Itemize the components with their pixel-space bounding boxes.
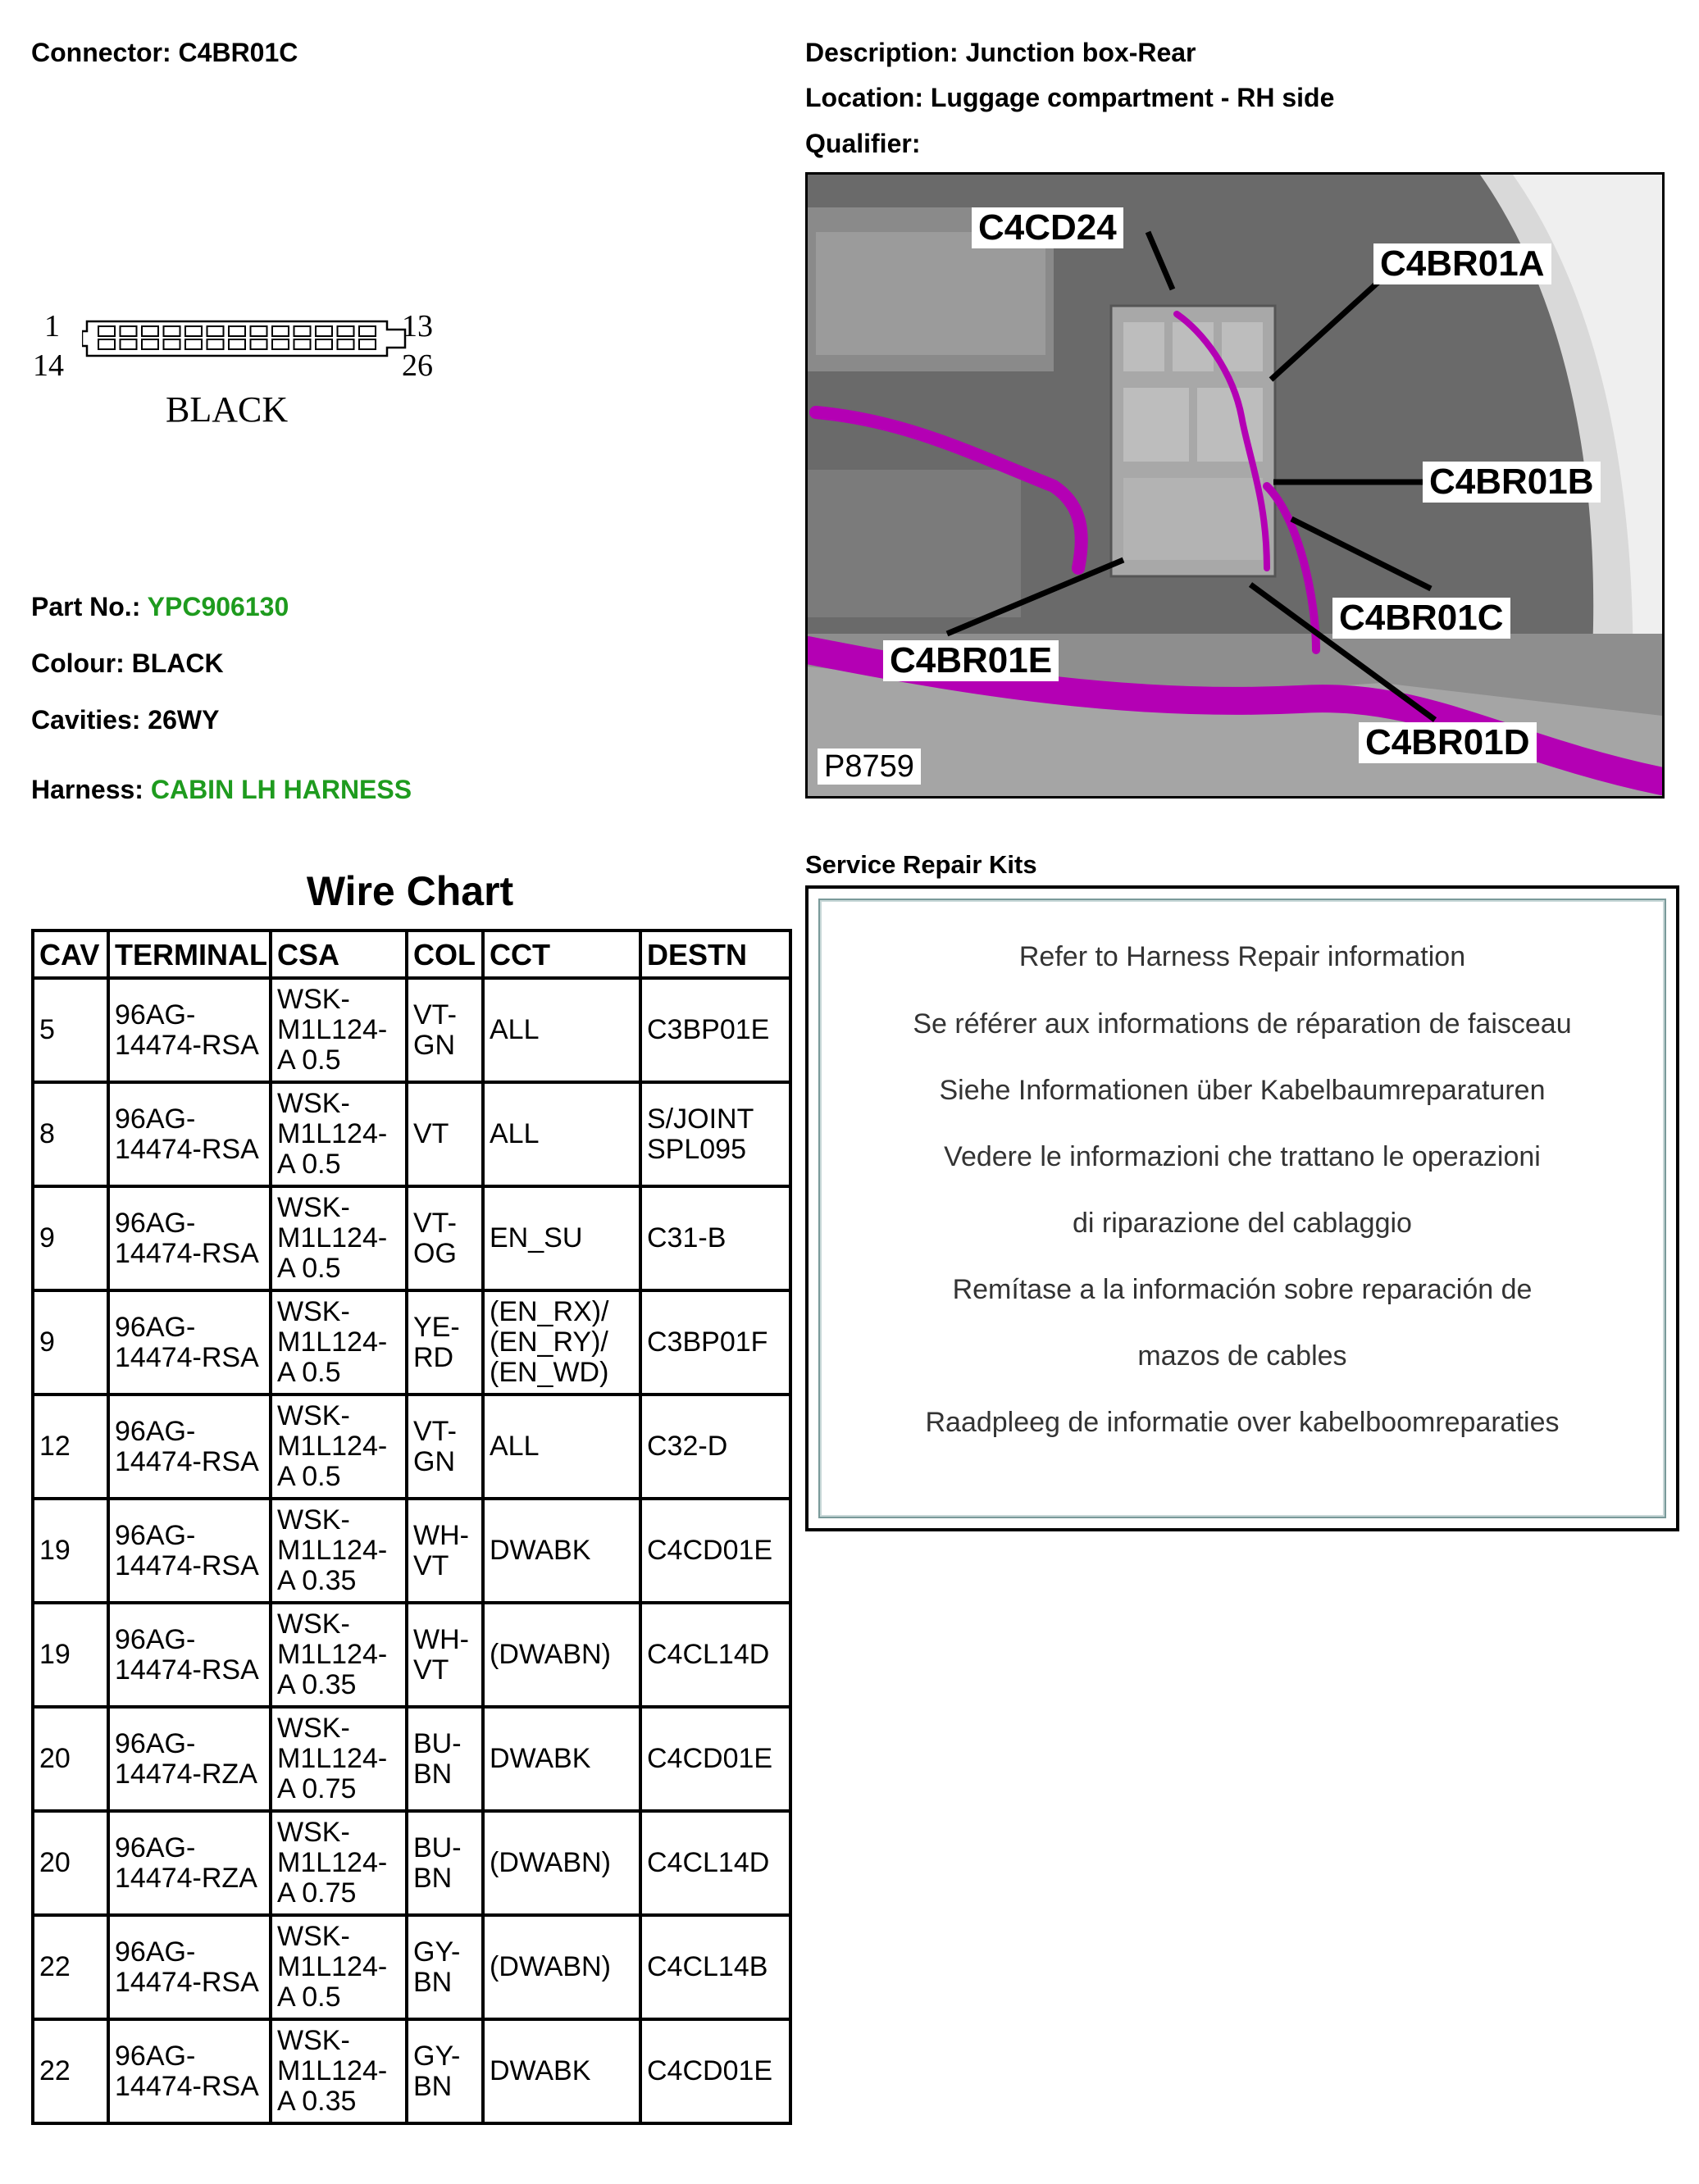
cell-cct: ALL <box>483 978 640 1082</box>
kit-line-de: Siehe Informationen über Kabelbaumreparaturen <box>939 1075 1546 1106</box>
photo-reference: P8759 <box>818 748 921 785</box>
connector-cavity <box>229 339 245 349</box>
cavities <box>31 705 219 735</box>
cell-csa: WSK- M1L124- A 0.75 <box>271 1811 407 1915</box>
connector-cavity <box>164 339 180 349</box>
part-label: Part No.: <box>31 592 141 621</box>
connector-label: Connector: <box>31 38 171 67</box>
service-repair-kits-box <box>805 885 1679 1531</box>
col-header-csa: CSA <box>271 930 407 978</box>
cell-cav: 8 <box>33 1082 108 1186</box>
kit-line-it-1: Vedere le informazioni che trattano le operazioni <box>944 1141 1541 1172</box>
cell-terminal: 96AG- 14474-RSA <box>108 1603 271 1707</box>
table-row <box>33 1290 790 1395</box>
wire-chart-table <box>31 929 792 2125</box>
cell-destn: C4CL14D <box>640 1603 790 1707</box>
cell-cct: ALL <box>483 1082 640 1186</box>
cell-cav: 5 <box>33 978 108 1082</box>
cell-terminal: 96AG- 14474-RSA <box>108 2019 271 2123</box>
connector-cavity <box>185 326 202 336</box>
connector-cavity <box>359 326 376 336</box>
cell-cav: 19 <box>33 1499 108 1603</box>
cell-terminal: 96AG- 14474-RSA <box>108 1499 271 1603</box>
connector-cavity <box>121 326 137 336</box>
cell-cct: ALL <box>483 1395 640 1499</box>
connector-cavity <box>359 339 376 349</box>
cell-terminal: 96AG- 14474-RSA <box>108 1915 271 2019</box>
cell-terminal: 96AG- 14474-RSA <box>108 1395 271 1499</box>
cell-cav: 20 <box>33 1707 108 1811</box>
cell-terminal: 96AG- 14474-RZA <box>108 1811 271 1915</box>
cell-terminal: 96AG- 14474-RZA <box>108 1707 271 1811</box>
cavities-value: 26WY <box>148 705 220 735</box>
colour-label: Colour: <box>31 648 125 678</box>
connector-cavity <box>98 326 115 336</box>
cell-cct: (EN_RX)/ (EN_RY)/ (EN_WD) <box>483 1290 640 1395</box>
cell-col: VT- GN <box>407 1395 483 1499</box>
cell-csa: WSK- M1L124- A 0.5 <box>271 1186 407 1290</box>
cell-cav: 12 <box>33 1395 108 1499</box>
harness-link[interactable]: CABIN LH HARNESS <box>150 775 412 804</box>
pin-label-13: 13 <box>402 309 433 344</box>
table-row <box>33 1186 790 1290</box>
service-repair-kits-panel <box>818 899 1666 1518</box>
part-number-link[interactable]: YPC906130 <box>147 592 289 621</box>
cell-cav: 19 <box>33 1603 108 1707</box>
connector-cavity <box>272 326 289 336</box>
location-value: Luggage compartment - RH side <box>930 83 1335 112</box>
cell-col: BU- BN <box>407 1811 483 1915</box>
cell-col: VT <box>407 1082 483 1186</box>
connector-cavity <box>121 339 137 349</box>
harness-label: Harness: <box>31 775 143 804</box>
callout-c4br01e: C4BR01E <box>883 640 1059 681</box>
cell-destn: C3BP01F <box>640 1290 790 1395</box>
cell-cct: DWABK <box>483 1499 640 1603</box>
connector-cavity <box>294 339 311 349</box>
cell-cav: 9 <box>33 1186 108 1290</box>
cell-cct: (DWABN) <box>483 1811 640 1915</box>
connector-value: C4BR01C <box>178 38 298 67</box>
cell-col: VT- OG <box>407 1186 483 1290</box>
col-header-destn: DESTN <box>640 930 790 978</box>
cell-cct: DWABK <box>483 1707 640 1811</box>
cell-csa: WSK- M1L124- A 0.35 <box>271 1499 407 1603</box>
table-row <box>33 1603 790 1707</box>
colour <box>31 648 224 679</box>
connector-cavity <box>142 326 158 336</box>
cell-destn: C4CD01E <box>640 2019 790 2123</box>
cell-col: WH- VT <box>407 1603 483 1707</box>
connector-cavity <box>294 326 311 336</box>
connector-cavity <box>338 339 354 349</box>
wire-chart-header-row <box>33 930 790 978</box>
cell-col: YE- RD <box>407 1290 483 1395</box>
cell-csa: WSK- M1L124- A 0.5 <box>271 1395 407 1499</box>
cell-csa: WSK- M1L124- A 0.35 <box>271 2019 407 2123</box>
kit-line-fr: Se référer aux informations de réparation de faisceau <box>913 1008 1572 1040</box>
service-repair-kits-title: Service Repair Kits <box>805 850 1037 879</box>
table-row <box>33 1395 790 1499</box>
cell-destn: C3BP01E <box>640 978 790 1082</box>
connector-cavity <box>272 339 289 349</box>
cell-col: WH- VT <box>407 1499 483 1603</box>
connector-id <box>31 38 298 68</box>
cell-terminal: 96AG- 14474-RSA <box>108 978 271 1082</box>
kit-line-es-2: mazos de cables <box>1137 1340 1347 1372</box>
table-row <box>33 978 790 1082</box>
table-row <box>33 1499 790 1603</box>
col-header-cav: CAV <box>33 930 108 978</box>
location-label: Location: <box>805 83 923 112</box>
connector-diagram <box>33 310 459 441</box>
col-header-col: COL <box>407 930 483 978</box>
cell-col: BU- BN <box>407 1707 483 1811</box>
cell-csa: WSK- M1L124- A 0.5 <box>271 1082 407 1186</box>
kit-line-en: Refer to Harness Repair information <box>1018 941 1466 972</box>
description <box>805 38 1196 68</box>
cell-terminal: 96AG- 14474-RSA <box>108 1186 271 1290</box>
pin-label-14: 14 <box>33 348 64 383</box>
pin-label-26: 26 <box>402 348 433 383</box>
callout-c4br01c: C4BR01C <box>1332 598 1510 639</box>
connector-color-label: BLACK <box>166 389 289 430</box>
qualifier <box>805 129 920 159</box>
connector-cavity <box>98 339 115 349</box>
cell-csa: WSK- M1L124- A 0.35 <box>271 1603 407 1707</box>
cell-destn: C31-B <box>640 1186 790 1290</box>
connector-cavity <box>207 326 224 336</box>
cavities-label: Cavities: <box>31 705 141 735</box>
cell-terminal: 96AG- 14474-RSA <box>108 1290 271 1395</box>
cell-destn: S/JOINT SPL095 <box>640 1082 790 1186</box>
part-number <box>31 592 289 622</box>
connector-cavity <box>185 339 202 349</box>
callout-c4br01b: C4BR01B <box>1423 462 1601 503</box>
cell-csa: WSK- M1L124- A 0.5 <box>271 978 407 1082</box>
table-row <box>33 1082 790 1186</box>
cell-destn: C4CL14D <box>640 1811 790 1915</box>
qualifier-label: Qualifier: <box>805 129 921 158</box>
table-row <box>33 1915 790 2019</box>
wire-chart-title: Wire Chart <box>306 868 514 914</box>
kit-line-nl: Raadpleeg de informatie over kabelboomreparaties <box>925 1407 1560 1438</box>
cell-cct: (DWABN) <box>483 1603 640 1707</box>
connector-cavity <box>142 339 158 349</box>
connector-cavity <box>251 339 267 349</box>
description-label: Description: <box>805 38 959 67</box>
connector-cavity <box>316 326 332 336</box>
harness <box>31 775 412 805</box>
cell-destn: C4CD01E <box>640 1499 790 1603</box>
callout-c4br01d: C4BR01D <box>1359 722 1537 763</box>
table-row <box>33 2019 790 2123</box>
connector-cavity <box>207 339 224 349</box>
callout-c4cd24: C4CD24 <box>972 207 1123 248</box>
cell-cct: (DWABN) <box>483 1915 640 2019</box>
cell-cav: 20 <box>33 1811 108 1915</box>
location <box>805 83 1334 113</box>
cell-destn: C32-D <box>640 1395 790 1499</box>
cell-col: GY- BN <box>407 2019 483 2123</box>
table-row <box>33 1707 790 1811</box>
location-photo <box>805 172 1665 799</box>
col-header-cct: CCT <box>483 930 640 978</box>
cell-terminal: 96AG- 14474-RSA <box>108 1082 271 1186</box>
col-header-terminal: TERMINAL <box>108 930 271 978</box>
connector-cavity <box>316 339 332 349</box>
connector-cavity <box>164 326 180 336</box>
connector-cavity <box>251 326 267 336</box>
cell-csa: WSK- M1L124- A 0.5 <box>271 1290 407 1395</box>
colour-value: BLACK <box>131 648 224 678</box>
cell-destn: C4CD01E <box>640 1707 790 1811</box>
connector-housing-shape <box>82 318 410 359</box>
pin-label-1: 1 <box>44 309 60 344</box>
cell-cav: 22 <box>33 1915 108 2019</box>
callout-c4br01a: C4BR01A <box>1373 243 1551 284</box>
table-row <box>33 1811 790 1915</box>
cell-destn: C4CL14B <box>640 1915 790 2019</box>
cell-cct: EN_SU <box>483 1186 640 1290</box>
cell-csa: WSK- M1L124- A 0.5 <box>271 1915 407 2019</box>
cell-col: VT- GN <box>407 978 483 1082</box>
description-value: Junction box-Rear <box>965 38 1196 67</box>
cell-col: GY- BN <box>407 1915 483 2019</box>
cell-cav: 9 <box>33 1290 108 1395</box>
cell-cav: 22 <box>33 2019 108 2123</box>
connector-cavity <box>229 326 245 336</box>
kit-line-it-2: di riparazione del cablaggio <box>1073 1208 1412 1239</box>
cell-cct: DWABK <box>483 2019 640 2123</box>
connector-cavity <box>338 326 354 336</box>
kit-line-es-1: Remítase a la información sobre reparación de <box>952 1274 1533 1305</box>
cell-csa: WSK- M1L124- A 0.75 <box>271 1707 407 1811</box>
